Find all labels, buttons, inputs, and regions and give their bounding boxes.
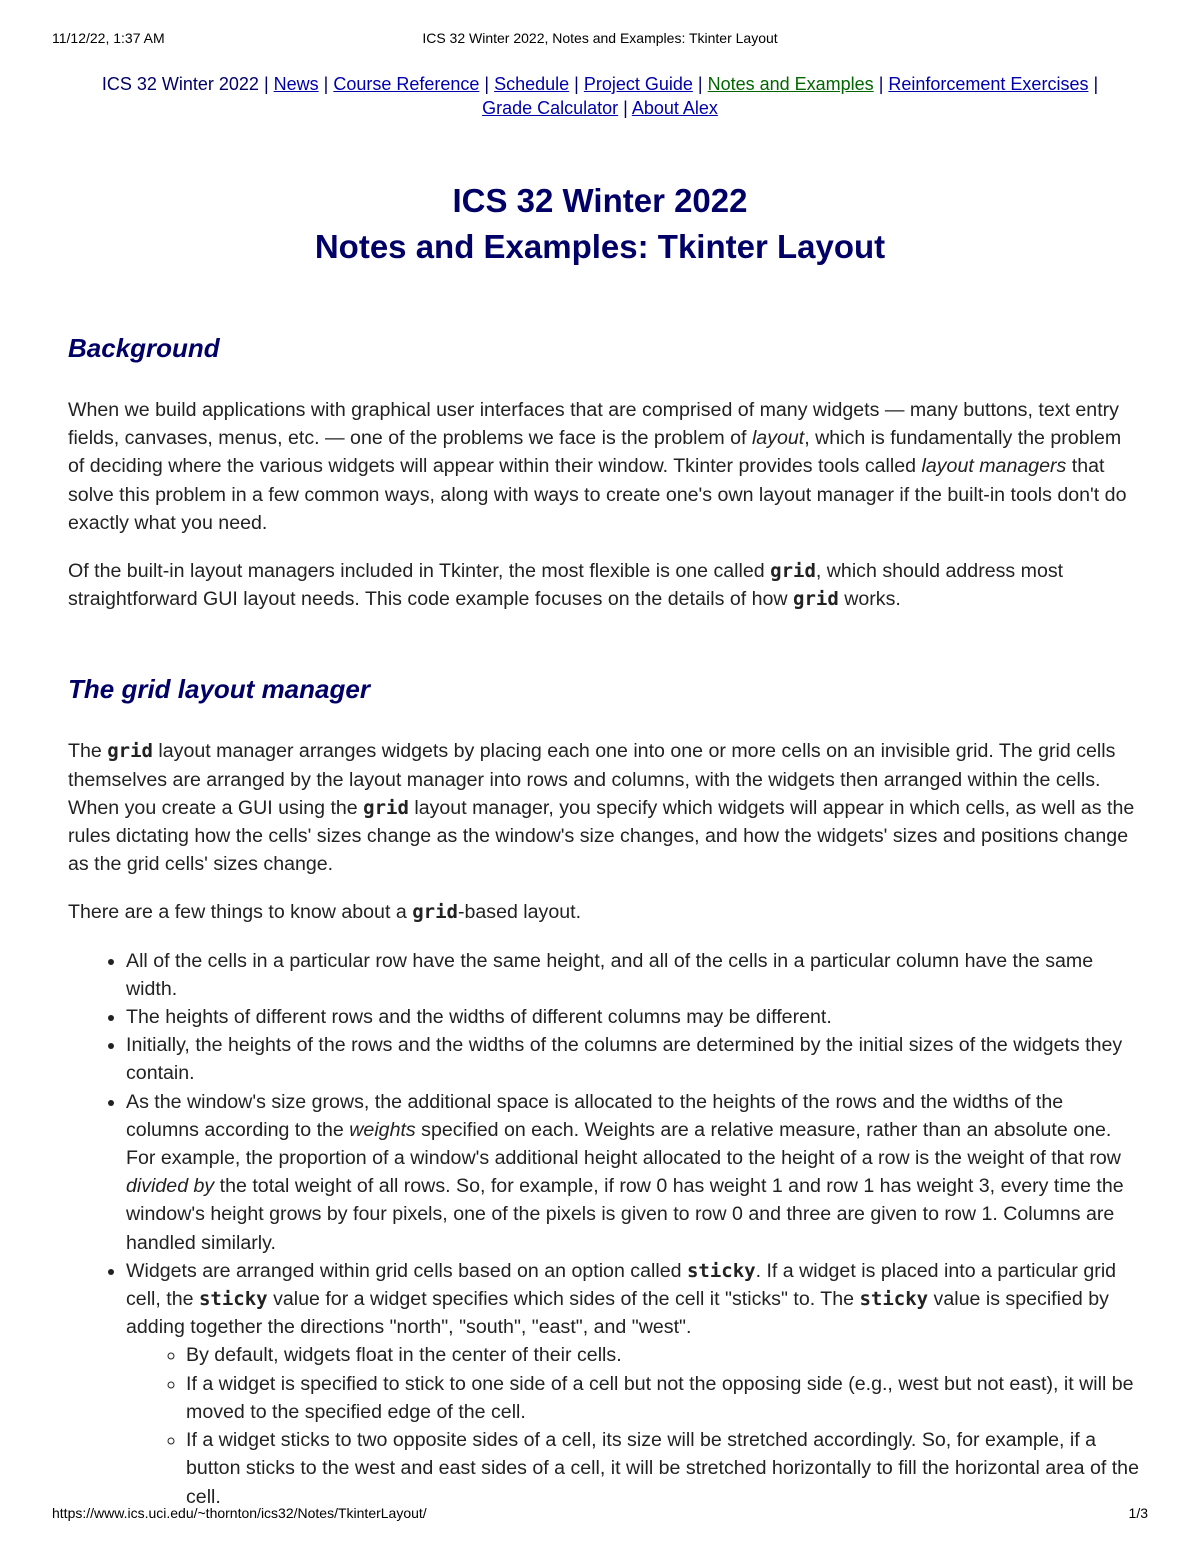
page-title-line1: ICS 32 Winter 2022 xyxy=(452,182,748,219)
text-run: There are a few things to know about a xyxy=(68,901,413,924)
code-term: grid xyxy=(363,796,409,819)
nav-separator: | xyxy=(1088,74,1099,94)
sub-list-item xyxy=(186,1370,1140,1426)
nav-separator: | xyxy=(569,74,584,94)
text-run: value is specified by adding together the directions "north", "south", "east", and "west". xyxy=(126,1288,1109,1339)
print-url: https://www.ics.uci.edu/~thornton/ics32/Notes/TkinterLayout/ xyxy=(52,1505,427,1521)
nav-link-project-guide[interactable]: Project Guide xyxy=(583,74,693,94)
list-item xyxy=(126,1257,1140,1511)
text-run: Initially, the heights of the rows and the widths of the columns are determined by the initial sizes of the widgets they contain. xyxy=(126,1034,1123,1085)
nav-link-course-reference[interactable]: Course Reference xyxy=(333,74,480,94)
text-run: . If a widget is placed into a particular grid cell, the xyxy=(126,1259,1117,1311)
nav-link-about-alex[interactable]: About Alex xyxy=(631,98,718,118)
text-run: As the window's size grows, the additional space is allocated to the heights of the rows and the widths of the columns according to the xyxy=(126,1090,1064,1141)
list-item xyxy=(126,947,1140,1003)
text-run: , which is fundamentally the problem of deciding where the various widgets will appear within their window. Tkinter provides tools called xyxy=(68,427,1122,478)
emphasis: weights xyxy=(349,1118,416,1141)
print-footer xyxy=(52,1505,1148,1521)
nav-separator: | xyxy=(618,98,632,118)
paragraph xyxy=(68,557,1140,613)
list-item xyxy=(126,1031,1140,1087)
section-heading: Background xyxy=(68,333,220,363)
bullet-list xyxy=(68,947,1140,1511)
list-item xyxy=(126,1003,1140,1031)
print-page-number: 1/3 xyxy=(1128,1505,1148,1521)
nav-link-grade-calculator[interactable]: Grade Calculator xyxy=(482,98,619,118)
emphasis: layout managers xyxy=(921,455,1067,478)
nav-link-notes-and-examples[interactable]: Notes and Examples xyxy=(707,74,874,94)
emphasis: divided by xyxy=(126,1175,215,1198)
text-run: , which should address most straightforward GUI layout needs. This code example focuses on the details of how xyxy=(68,560,1064,611)
text-run: The heights of different rows and the widths of different columns may be different. xyxy=(126,1006,832,1029)
text-run: value for a widget specifies which sides of the cell it "sticks" to. The xyxy=(267,1288,860,1311)
paragraph xyxy=(68,898,1140,926)
text-run: works. xyxy=(838,588,901,611)
code-term: grid xyxy=(412,901,458,924)
course-nav xyxy=(80,72,1120,120)
nav-separator: | xyxy=(692,74,708,94)
code-term: grid xyxy=(107,740,153,763)
nav-link-reinforcement-exercises[interactable]: Reinforcement Exercises xyxy=(888,74,1089,94)
text-run: By default, widgets float in the center of their cells. xyxy=(186,1344,622,1367)
text-run: When we build applications with graphical user interfaces that are comprised of many widgets — many buttons, text entry fields, canvases, menus, etc. — one of the problems we face is the problem of xyxy=(68,399,1119,450)
list-item xyxy=(126,1088,1140,1257)
nav-separator: | xyxy=(318,74,334,94)
page-title-line2: Notes and Examples: Tkinter Layout xyxy=(314,228,886,265)
text-run: layout manager, you specify which widgets will appear in which cells, as well as the rules dictating how the cells' sizes change as the window's size changes, and how the widgets' sizes and positions change as the grid cells' sizes change. xyxy=(68,796,1135,876)
paragraph xyxy=(68,396,1140,537)
nav-course-label: ICS 32 Winter 2022 xyxy=(101,74,259,94)
nav-separator: | xyxy=(873,74,889,94)
print-datetime: 11/12/22, 1:37 AM xyxy=(52,30,165,46)
code-term: sticky xyxy=(198,1288,268,1311)
emphasis: layout xyxy=(751,427,805,450)
nav-separator: | xyxy=(479,74,495,94)
heading-spacer xyxy=(68,366,1140,396)
sub-list-item xyxy=(186,1426,1140,1511)
paragraph xyxy=(68,737,1140,878)
code-term: grid xyxy=(770,560,816,583)
nav-link-schedule[interactable]: Schedule xyxy=(494,74,570,94)
text-run: Of the built-in layout managers included in Tkinter, the most flexible is one called xyxy=(68,560,771,583)
print-title: ICS 32 Winter 2022, Notes and Examples: Tkinter Layout xyxy=(422,30,778,46)
code-term: sticky xyxy=(686,1259,756,1282)
text-run: specified on each. Weights are a relative measure, rather than an absolute one. For example, the proportion of a window's additional height allocated to the height of a row is the weight of that row xyxy=(126,1118,1121,1170)
text-run: Widgets are arranged within grid cells based on an option called xyxy=(126,1259,687,1282)
text-run: layout manager arranges widgets by placing each one into one or more cells on an invisible grid. The grid cells themselves are arranged by the layout manager into rows and columns, with the widgets then arranged within the cells. When you create a GUI using the xyxy=(68,740,1116,819)
text-run: that solve this problem in a few common ways, along with ways to create one's own layout manager if the built-in tools don't do exactly what you need. xyxy=(68,455,1127,534)
sub-bullet-list xyxy=(126,1341,1140,1510)
text-run: If a widget is specified to stick to one side of a cell but not the opposing side (e.g., west but not east), it will be moved to the specified edge of the cell. xyxy=(186,1372,1134,1423)
section-heading: The grid layout manager xyxy=(68,674,370,705)
text-run: the total weight of all rows. So, for example, if row 0 has weight 1 and row 1 has weight 3, every time the window's height grows by four pixels, one of the pixels is given to row 0 and three are given to row 1. Columns are handled similarly. xyxy=(126,1175,1124,1254)
main-content xyxy=(68,330,1140,1511)
code-term: grid xyxy=(793,588,839,611)
page-title xyxy=(0,178,1200,270)
heading-spacer xyxy=(68,707,1140,737)
nav-link-news[interactable]: News xyxy=(273,74,319,94)
text-run: The xyxy=(68,740,108,763)
sub-list-item xyxy=(186,1341,1140,1369)
text-run: -based layout. xyxy=(457,901,582,924)
text-run: If a widget sticks to two opposite sides of a cell, its size will be stretched accordingly. So, for example, if a button sticks to the west and east sides of a cell, it will be stretched horizontally to fill the horizontal area of the cell. xyxy=(186,1429,1139,1508)
code-term: sticky xyxy=(859,1288,929,1311)
text-run: All of the cells in a particular row have the same height, and all of the cells in a particular column have the same width. xyxy=(126,949,1094,1000)
nav-separator: | xyxy=(258,74,274,94)
section-spacer xyxy=(68,633,1140,671)
